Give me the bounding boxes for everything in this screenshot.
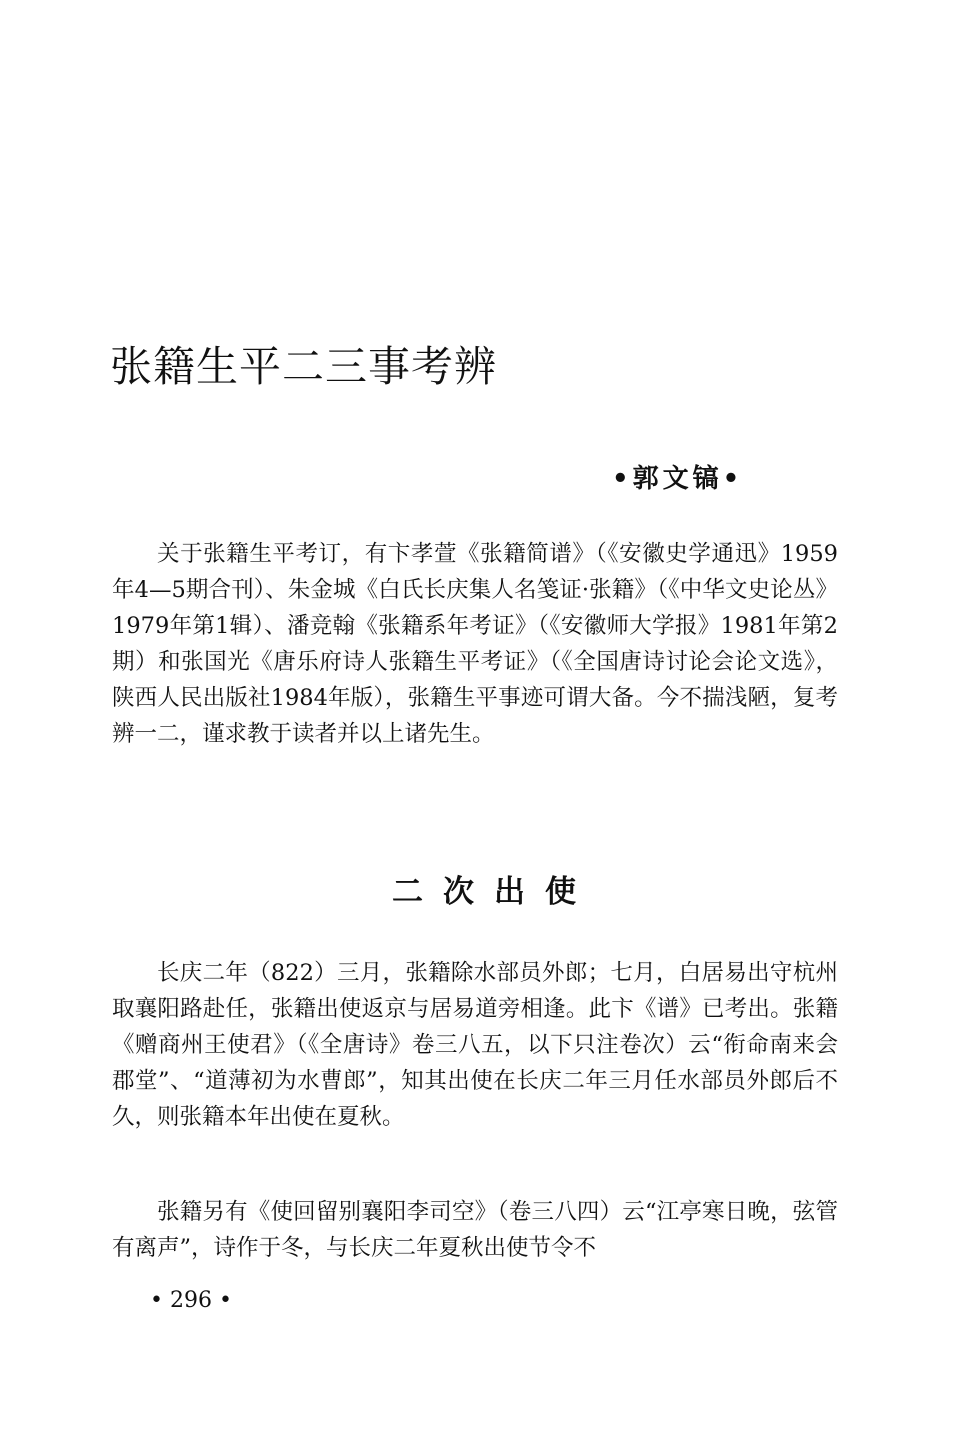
page-number: • 296 • [150, 1288, 232, 1313]
body-paragraph: 长庆二年（822）三月，张籍除水部员外郎；七月，白居易出守杭州取襄阳路赴任，张籍出使返京与居易道旁相逢。此卞《谱》已考出。张籍《赠商州王使君》（《全唐诗》卷三八五，以下只注卷次）云“衔命南来会郡堂”、“道薄初为水曹郎”，知其出使在长庆二年三月任水部员外郎后不久，则张籍本年出使在夏秋。 [112, 960, 838, 1130]
article-title: 张籍生平二三事考辨 [110, 342, 498, 391]
section-heading: 二次出使 [392, 874, 596, 910]
body-paragraph: 张籍另有《使回留别襄阳李司空》（卷三八四）云“江亭寒日晚，弦管有离声”，诗作于冬，与长庆二年夏秋出使节令不 [112, 1199, 838, 1261]
article-author: •郭文镐• [612, 464, 744, 494]
intro-paragraph: 关于张籍生平考订，有卞孝萱《张籍简谱》（《安徽史学通迅》1959年4—5期合刊）、朱金城《白氏长庆集人名笺证·张籍》（《中华文史论丛》1979年第1辑）、潘竞翰《张籍系年考证》（《安徽师大学报》1981年第2期）和张国光《唐乐府诗人张籍生平考证》（《全国唐诗讨论会论文选》，陕西人民出版社1984年版），张籍生平事迹可谓大备。今不揣浅陋，复考辨一二，谨求教于读者并以上诸先生。 [112, 541, 838, 747]
